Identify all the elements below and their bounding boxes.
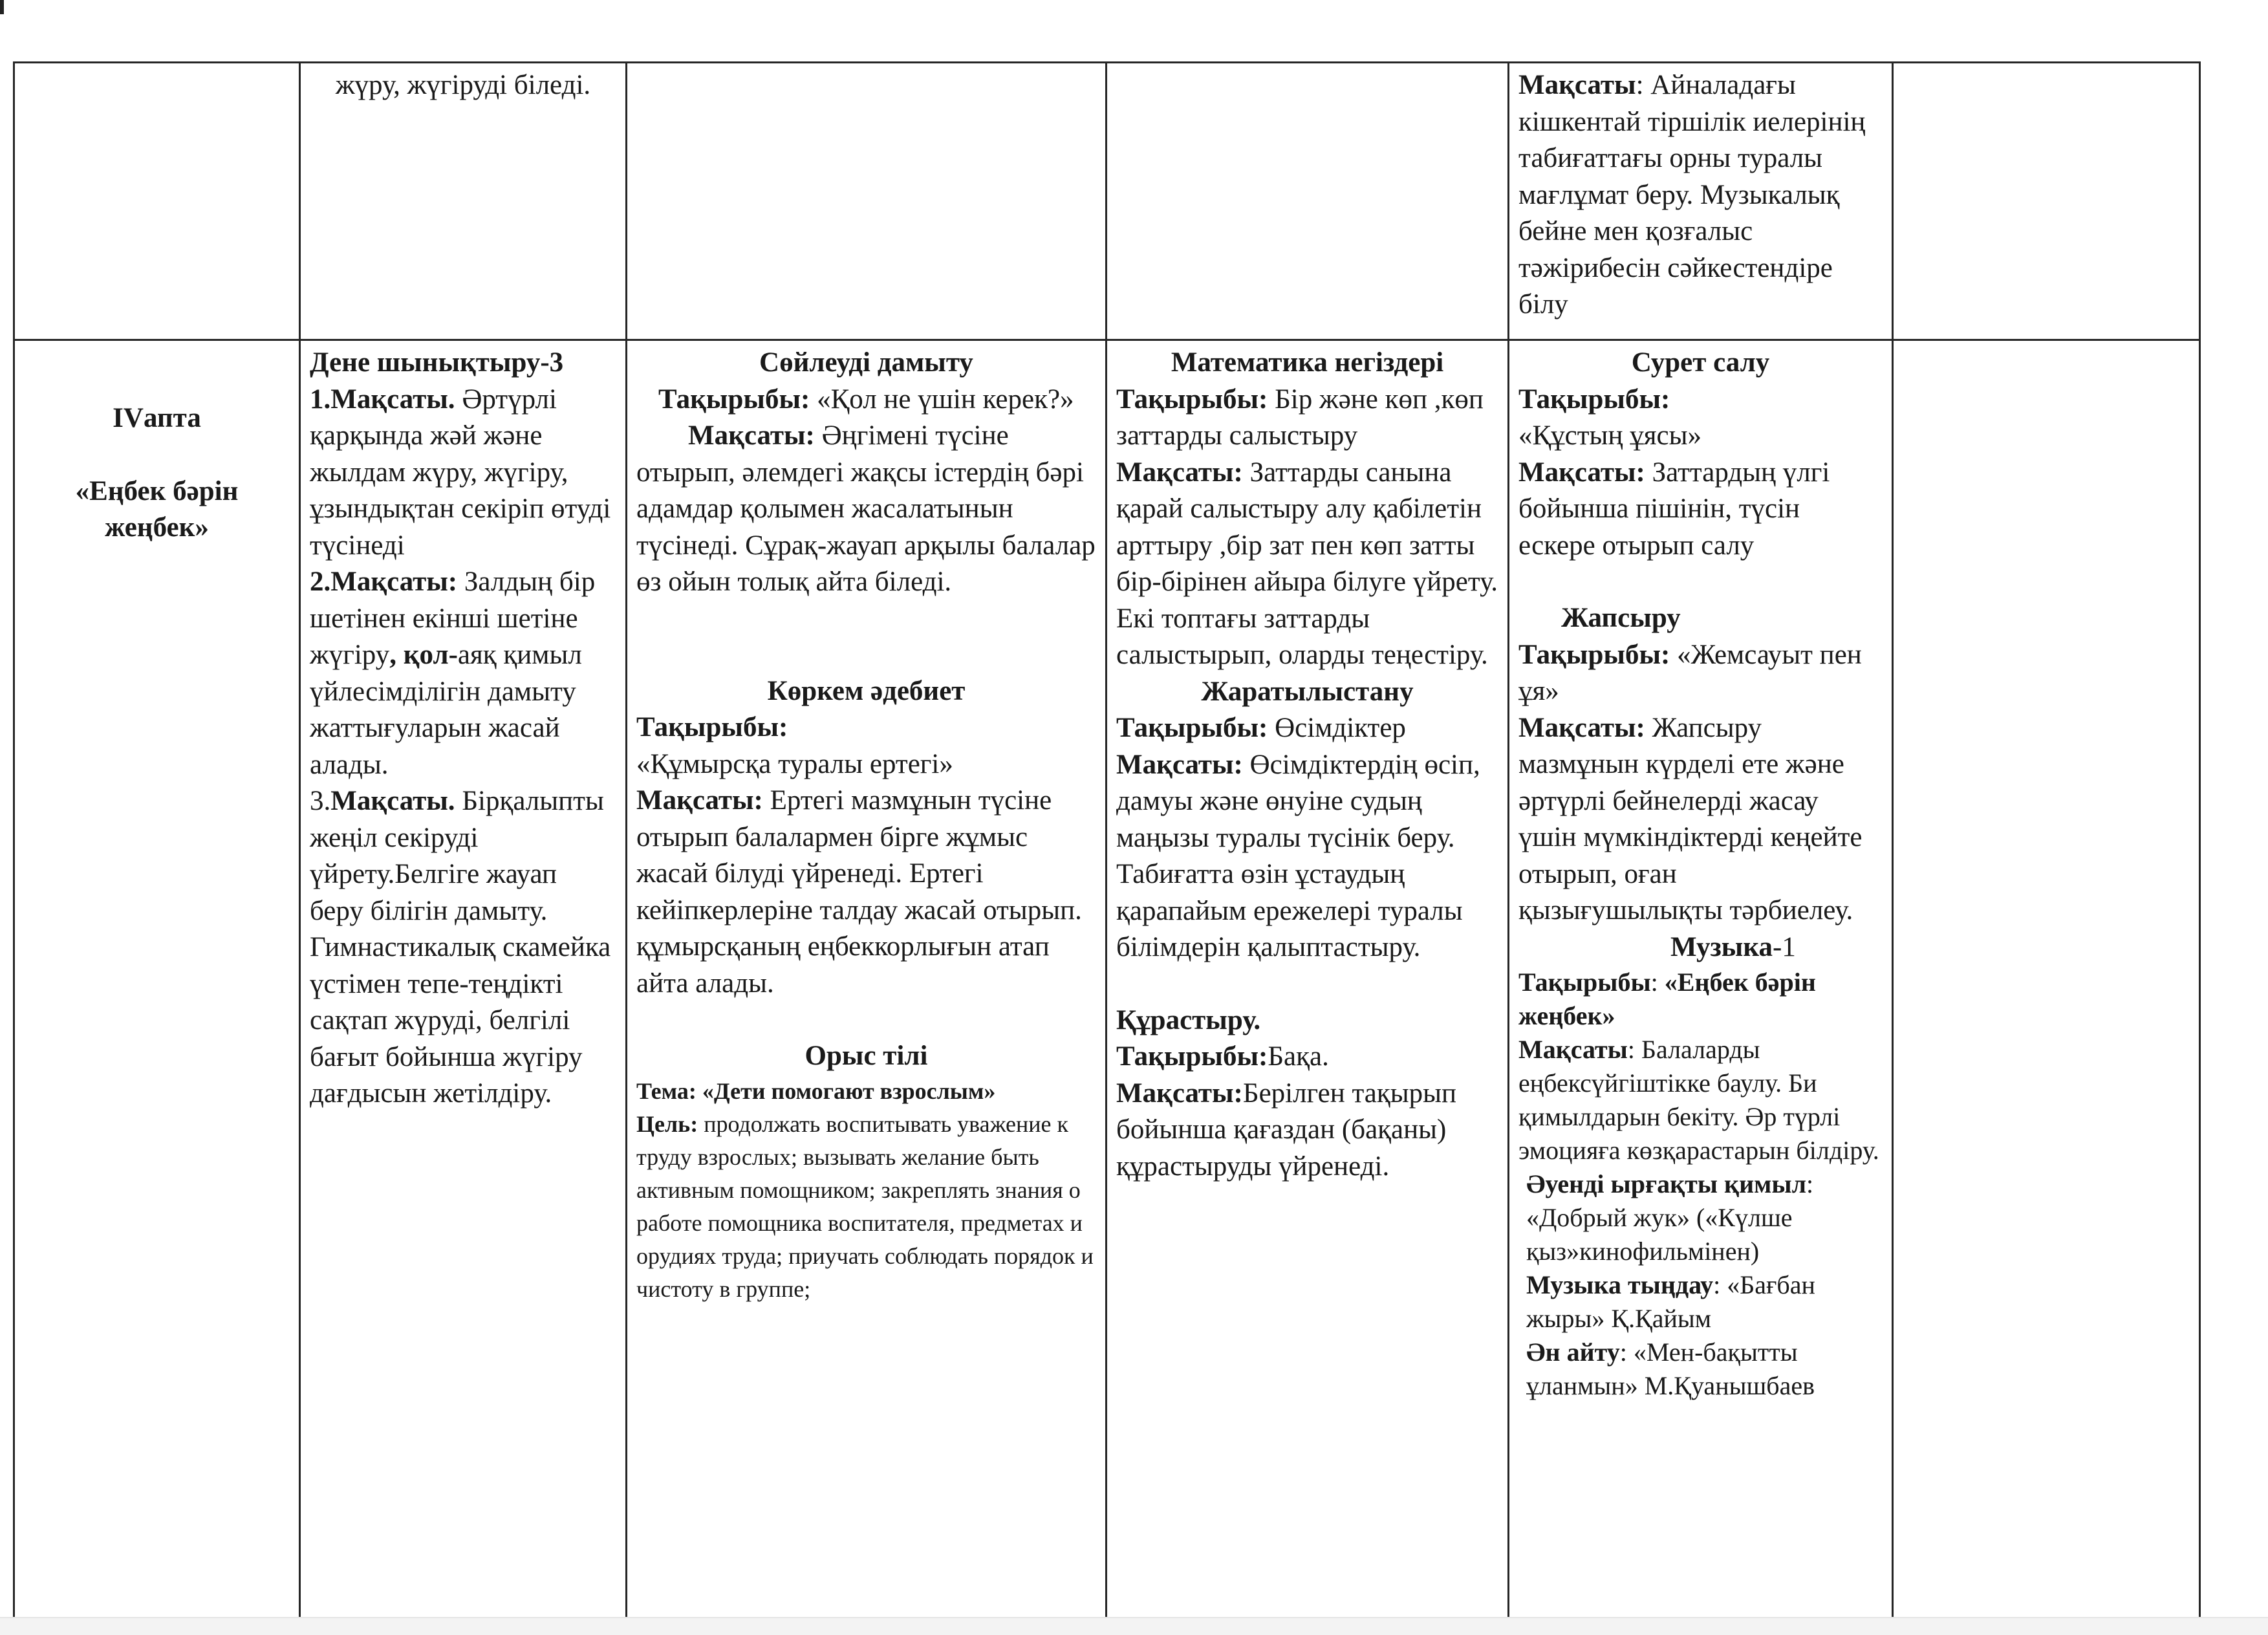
- applique-topic-text: «Жемсауыт пен ұя»: [1518, 639, 1862, 706]
- literature-goal-label: Мақсаты:: [636, 785, 763, 816]
- drawing-goal: [1518, 455, 1883, 565]
- nature-goal: [1116, 747, 1498, 966]
- music-goal-label: Мақсаты: [1518, 1035, 1628, 1064]
- week-cell: [14, 340, 300, 1628]
- applique-topic: [1518, 637, 1883, 710]
- pe-goal-1: [310, 382, 616, 565]
- pe-continuation-cell: [300, 63, 627, 340]
- drawing-goal-text: Заттардың үлгі бойынша пішінін, түсін ескере отырып салу: [1518, 457, 1830, 561]
- music-title-num: -1: [1773, 931, 1796, 962]
- music-goal-text: : Балаларды еңбексүйгіштікке баулу. Би қимылдарын бекіту. Әр түрлі эмоцияға көзқарастарын білдіру.: [1518, 1035, 1879, 1165]
- russian-goal-label: Цель:: [636, 1110, 698, 1137]
- pe-cell: [300, 340, 627, 1628]
- applique-goal-label: Мақсаты:: [1518, 712, 1645, 743]
- construct-goal-text: Берілген тақырып бойынша қағаздан (бақаны) құрастыруды үйренеді.: [1116, 1077, 1457, 1182]
- music-dance-text: : «Добрый жук» («Күлше қыз»кинофильмінен): [1526, 1169, 1814, 1266]
- pe-title: Дене шынықтыру-3: [310, 347, 564, 378]
- speech-empty-cell: [627, 63, 1107, 340]
- music-singing-text: : «Мен-бақытты ұланмын» М.Қуанышбаев: [1526, 1337, 1815, 1400]
- music-topic-text: «Еңбек бәрін жеңбек»: [1518, 968, 1816, 1030]
- drawing-topic-label: Тақырыбы:: [1518, 384, 1670, 415]
- construct-title: Құрастыру.: [1116, 1004, 1261, 1035]
- pe-goal-1-label: 1.Мақсаты.: [310, 384, 455, 415]
- music-dance: [1518, 1167, 1883, 1268]
- table-row-week-4: [14, 340, 2200, 1628]
- applique-title: Жапсыру: [1561, 603, 1681, 633]
- pe-goal-2-text-c: аяқ қимыл үйлесімділігін дамыту жаттығуларын жасай алады.: [310, 640, 582, 780]
- russian-title: Орыс тілі: [805, 1041, 928, 1071]
- applique-goal: [1518, 710, 1883, 929]
- pe-continuation-text: жүру, жүгіруді біледі.: [335, 70, 591, 100]
- music-dance-label: Әуенді ырғақты қимыл: [1526, 1169, 1807, 1198]
- math-topic: [1116, 382, 1498, 455]
- music-title: [1518, 929, 1883, 966]
- drawing-applique-music-cell: [1509, 340, 1893, 1628]
- notes-cell: [1893, 340, 2200, 1628]
- speech-topic-label: Тақырыбы:: [658, 384, 810, 415]
- music-listening: [1518, 1268, 1883, 1336]
- music-title-label: Музыка: [1670, 931, 1773, 962]
- speech-goal-label: Мақсаты:: [688, 420, 815, 451]
- music-listening-text: : «Бағбан жыры» Қ.Қайым: [1526, 1270, 1815, 1333]
- music-goal-continuation-cell: [1509, 63, 1893, 340]
- pe-goal-3-text: Бірқалыпты жеңіл секіруді үйрету.Белгіге жауап беру білігін дамыту. Гимнастикалық скамейка үстімен тепе-теңдікті сақтап жүруді, белгілі бағыт бойынша жүгіру дағдысын жетілдіру.: [310, 786, 611, 1109]
- pe-goal-2: [310, 564, 616, 783]
- pe-goal-2-label: 2.Мақсаты:: [310, 567, 458, 597]
- drawing-goal-label: Мақсаты:: [1518, 457, 1645, 488]
- russian-goal-text: продолжать воспитывать уважение к труду взрослых; вызывать желание быть активным помощником; закреплять знания о работе помощника воспитателя, предметах и орудиях труда; приучать соблюдать порядок и чистоту в группе;: [636, 1110, 1094, 1302]
- math-topic-label: Тақырыбы:: [1116, 384, 1268, 415]
- table-row-continuation: [14, 63, 2200, 340]
- applique-topic-label: Тақырыбы:: [1518, 639, 1670, 670]
- notes-empty-cell: [1893, 63, 2200, 340]
- week-cell-empty: [14, 63, 300, 340]
- nature-topic-text: Өсімдіктер: [1268, 713, 1406, 743]
- goal-label: Мақсаты: [1518, 70, 1636, 100]
- pe-goal-2-text-a: Залдың бір шетінен екінші шетіне жүгіру: [310, 567, 596, 670]
- goal-text: : Айналадағы кішкентай тіршілік иелерінің табиғаттағы орны туралы мағлұмат беру. Музыкалық бейне мен қозғалыс тәжірибесін сәйкестендіре білу: [1518, 70, 1866, 319]
- nature-title: Жаратылыстану: [1201, 676, 1414, 707]
- speech-topic-text: «Қол не үшін керек?»: [810, 384, 1074, 415]
- pe-goal-3-label: Мақсаты.: [330, 786, 455, 816]
- russian-topic-label: Тема:: [636, 1077, 697, 1104]
- speech-goal-text: Әңгімені түсіне отырып, әлемдегі жақсы істердің бәрі адамдар қолымен жасалатынын түсінеді. Сұрақ-жауап арқылы балалар өз ойын толық айта біледі.: [636, 420, 1096, 597]
- literature-topic-label: Тақырыбы:: [636, 712, 788, 742]
- scan-edge-mark: [0, 0, 4, 14]
- math-empty-cell: [1107, 63, 1509, 340]
- speech-goal: [636, 418, 1096, 601]
- russian-topic-text: «Дети помогают взрослым»: [696, 1077, 996, 1104]
- nature-goal-text: Өсімдіктердің өсіп, дамуы және өнуіне судың маңызы туралы түсінік беру. Табиғатта өзін ұстаудың қарапайым ережелері туралы білімдерін қалыптастыру.: [1116, 749, 1480, 962]
- music-topic-label: Тақырыбы: [1518, 968, 1651, 997]
- math-goal: [1116, 455, 1498, 674]
- construct-topic-text: Бақа.: [1268, 1041, 1329, 1072]
- applique-goal-text: Жапсыру мазмұнын күрделі ете және әртүрлі бейнелерді жасау үшін мүмкіндіктерді кеңейте отырып, оған қызығушылықты тәрбиелеу.: [1518, 712, 1863, 926]
- nature-topic-label: Тақырыбы:: [1116, 713, 1268, 743]
- speech-topic: [636, 382, 1096, 418]
- russian-goal: [636, 1108, 1096, 1306]
- literature-title: Көркем әдебиет: [767, 675, 966, 706]
- pe-goal-3: [310, 783, 616, 1112]
- literature-topic: «Құмырсқа туралы ертегі»: [636, 748, 953, 779]
- construct-topic-label: Тақырыбы:: [1116, 1041, 1268, 1072]
- drawing-title: Сурет салу: [1631, 347, 1770, 378]
- russian-topic: [636, 1075, 1096, 1108]
- music-singing-label: Ән айту: [1526, 1337, 1620, 1367]
- literature-goal: [636, 783, 1096, 1002]
- speech-literature-russian-cell: [627, 340, 1107, 1628]
- math-title: Математика негіздері: [1171, 347, 1444, 378]
- music-singing: [1518, 1336, 1883, 1403]
- music-goal: [1518, 1033, 1883, 1167]
- lesson-plan-table: [13, 61, 2201, 1629]
- page-bottom-edge: [0, 1617, 2268, 1635]
- nature-topic: [1116, 710, 1498, 747]
- math-goal-label: Мақсаты:: [1116, 457, 1243, 488]
- construct-topic: [1116, 1039, 1498, 1076]
- pe-goal-1-text: Әртүрлі қарқында жәй және жылдам жүру, жүгіру, ұзындықтан секіріп өтуді түсінеді: [310, 384, 611, 561]
- week-theme: «Еңбек бәрін жеңбек»: [75, 475, 239, 543]
- math-goal-text: Заттарды санына қарай салыстыру алу қабілетін арттыру ,бір зат пен көп затты бір-бірінен айыра білуге үйрету. Екі топтағы заттарды салыстырып, оларды теңестіру.: [1116, 457, 1498, 670]
- construct-goal-label: Мақсаты:: [1116, 1077, 1243, 1109]
- week-label: IVапта: [113, 403, 201, 433]
- math-topic-text: Бір және көп ,көп заттарды салыстыру: [1116, 384, 1484, 451]
- music-topic: [1518, 966, 1883, 1033]
- literature-goal-text: Ертегі мазмұнын түсіне отырып балалармен бірге жұмыс жасай білуді үйренеді. Ертегі кейіпкерлеріне талдау жасай отырып. құмырсқаның еңбеккорлығын атап айта алады.: [636, 785, 1082, 999]
- pe-goal-3-num: 3.: [310, 786, 331, 816]
- music-topic-sep: :: [1650, 968, 1665, 997]
- drawing-topic: «Құстың ұясы»: [1518, 420, 1701, 451]
- music-listening-label: Музыка тыңдау: [1526, 1270, 1714, 1299]
- construct-goal: [1116, 1076, 1498, 1186]
- speech-title: Сөйлеуді дамыту: [759, 347, 973, 378]
- math-nature-construct-cell: [1107, 340, 1509, 1628]
- nature-goal-label: Мақсаты:: [1116, 749, 1243, 780]
- pe-goal-2-text-b: , қол-: [389, 640, 458, 670]
